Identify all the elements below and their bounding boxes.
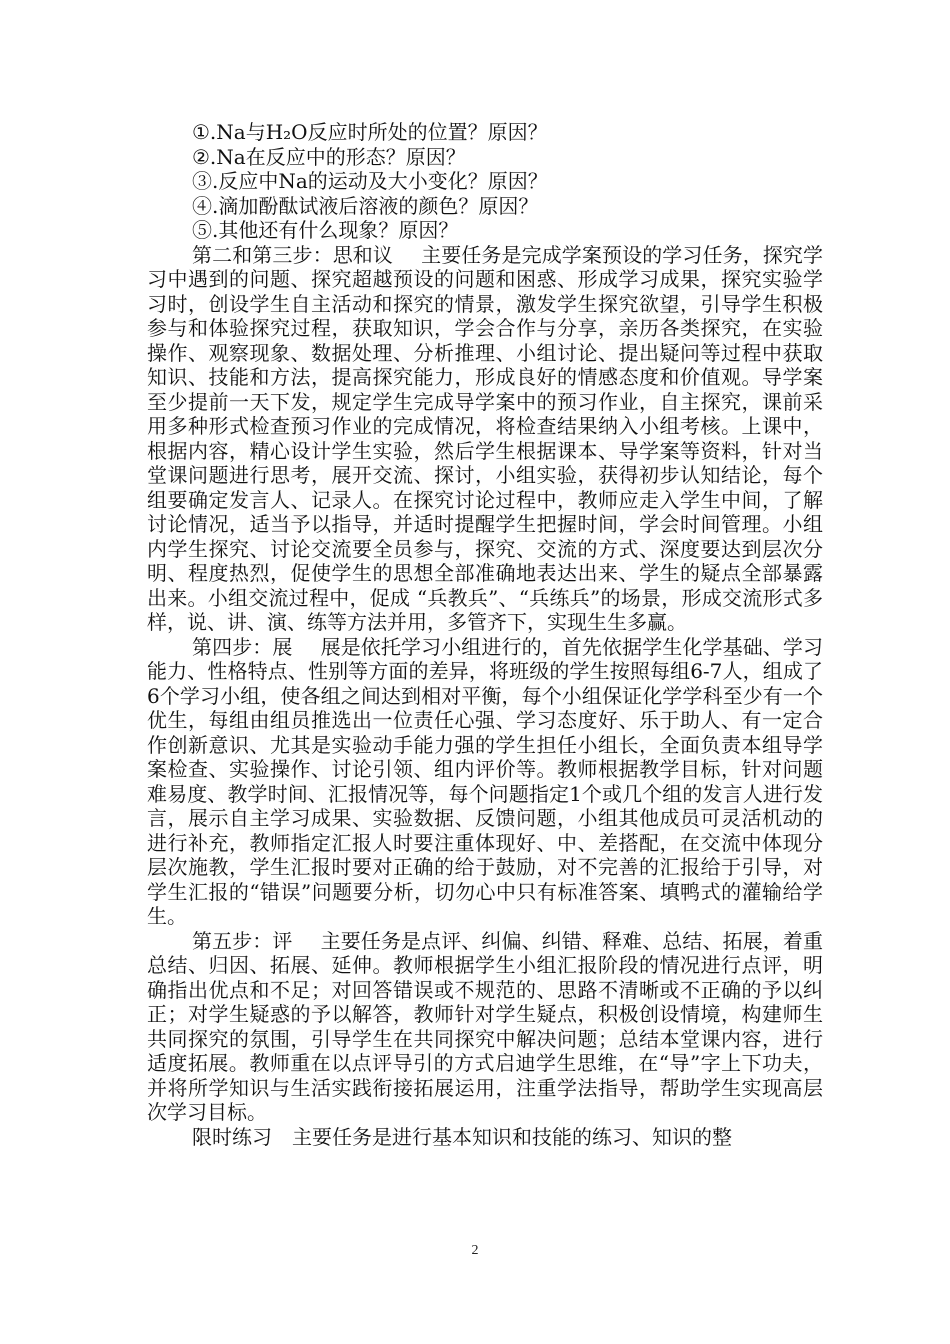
section-body: 主要任务是点评、纠偏、纠错、释难、总结、拓展，着重总结、归因、拓展、延伸。教师根据学生小组汇报阶段的情况进行点评，明确指出优点和不足；对回答错误或不规范的、思路不清晰或不正确的予以纠正；对学生疑惑的予以解答，教师针对学生疑点，积极创设情境，构建师生共同探究的氛围，引导学生在共同探究中解决问题；总结本堂课内容，进行适度拓展。教师重在以点评导引的方式启迪学生思维，在“导”字上下功夫，并将所学知识与生活实践衔接拓展运用，注重学法指导，帮助学生实现高层次学习目标。 (147, 928, 823, 1124)
section-heading: 限时练习 (192, 1124, 272, 1149)
section-heading: 第四步：展 (192, 634, 293, 659)
section-body: 展是依托学习小组进行的，首先依据学生化学基础、学习能力、性格特点、性别等方面的差异，将班级的学生按照每组6-7人，组成了6个学习小组，使各组之间达到相对平衡，每个小组保证化学学科至少有一个优生，每组由组员推选出一位责任心强、学习态度好、乐于助人、有一定合作创新意识、尤其是实验动手能力强的学生担任小组长，全面负责本组导学案检查、实验操作、讨论引领、组内评价等。教师根据教学目标，针对问题难易度、教学时间、汇报情况等，每个问题指定1个或几个组的发言人进行发言，展示自主学习成果、实验数据、反馈问题，小组其他成员可灵活机动的进行补充，教师指定汇报人时要注重体现好、中、差搭配，在交流中体现分层次施教，学生汇报时要对正确的给于鼓励，对不完善的汇报给于引导，对学生汇报的“错误”问题要分析，切勿心中只有标准答案、填鸭式的灌输给学生。 (147, 634, 823, 928)
question-item: ①.Na与H₂O反应时所处的位置？原因？ (192, 120, 548, 144)
section-body: 主要任务是完成学案预设的学习任务，探究学习中遇到的问题、探究超越预设的问题和困惑、形成学习成果，探究实验学习时，创设学生自主活动和探究的情景，激发学生探究欲望，引导学生积极参与和体验探究过程，获取知识，学会合作与分享，亲历各类探究，在实验操作、观察现象、数据处理、分析推理、小组讨论、提出疑问等过程中获取知识、技能和方法，提高探究能力，形成良好的情感态度和价值观。导学案至少提前一天下发，规定学生完成导学案中的预习作业，自主探究，课前采用多种形式检查预习作业的完成情况，将检查结果纳入小组考核。上课中，根据内容，精心设计学生实验，然后学生根据课本、导学案等资料，针对当堂课问题进行思考，展开交流、探讨，小组实验，获得初步认知结论，每个组要确定发言人、记录人。在探究讨论过程中，教师应走入学生中间，了解讨论情况，适当予以指导，并适时提醒学生把握时间，学会时间管理。小组内学生探究、讨论交流要全员参与，探究、交流的方式、深度要达到层次分明、程度热烈，促使学生的思想全部准确地表达出来、学生的疑点全部暴露出来。小组交流过程中，促成 “兵教兵”、“兵练兵”的场景，形成交流形式多样，说、讲、演、练等方法并用，多管齐下，实现生生多赢。 (147, 242, 823, 634)
section-paragraph (147, 243, 823, 635)
section-heading: 第二和第三步：思和议 (192, 242, 393, 267)
section-heading: 第五步：评 (192, 928, 293, 953)
section-paragraph (147, 635, 823, 929)
section-paragraph (147, 929, 823, 1125)
section-body: 主要任务是进行基本知识和技能的练习、知识的整 (292, 1124, 732, 1149)
question-item: ③.反应中Na的运动及大小变化？原因？ (192, 169, 548, 193)
section-paragraph (147, 1125, 823, 1150)
question-item: ②.Na在反应中的形态？原因？ (192, 144, 466, 169)
question-list (192, 120, 823, 243)
page-content (147, 120, 823, 1149)
question-item: ⑤.其他还有什么现象？原因？ (192, 218, 459, 242)
question-item: ④.滴加酚酞试液后溶液的颜色？原因？ (192, 193, 539, 218)
page-number: 2 (471, 1243, 479, 1258)
